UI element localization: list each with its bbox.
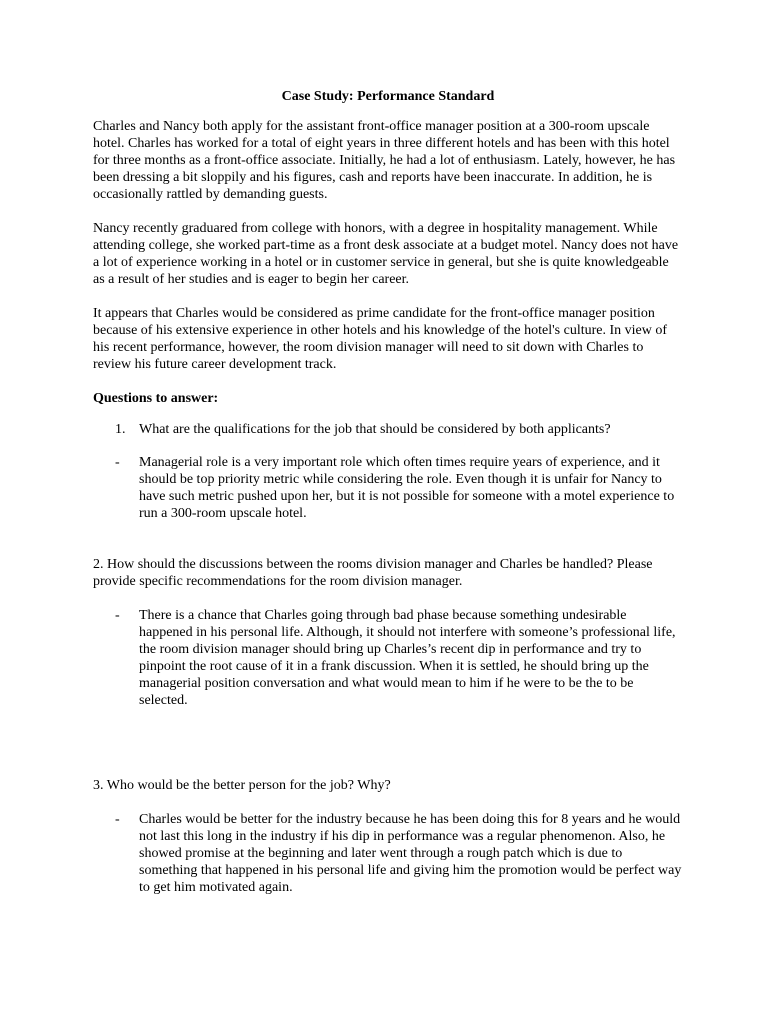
paragraph-charles-nancy: Charles and Nancy both apply for the assistant front-office manager position at a 300-room upscale hotel. Charles has worked for a total of eight years in three different hotels and has been with this hotel for three months as a front-office associate. Initially, he had a lot of enthusiasm. Lately, however, he has been dressing a bit sloppily and his figures, cash and reports have been inaccurate. In addition, he is occasionally rattled by demanding guests. xyxy=(93,119,676,202)
answer-3-marker: - xyxy=(115,812,120,827)
spacer xyxy=(93,539,683,556)
answer-2 xyxy=(93,607,683,709)
answer-2-marker: - xyxy=(115,608,120,623)
spacer xyxy=(93,726,683,777)
answer-1 xyxy=(93,454,683,522)
answer-1-marker: - xyxy=(115,455,120,470)
document-page xyxy=(93,88,683,913)
question-3: 3. Who would be the better person for the job? Why? xyxy=(93,778,391,793)
answer-1-text: Managerial role is a very important role which often times require years of experience, and it should be top priority metric while considering the role. Even though it is unfair for Nancy to have such metric pushed upon her, but it is not possible for someone with a motel experience to run a 300-room upscale hotel. xyxy=(139,455,675,521)
question-1-number: 1. xyxy=(115,422,126,437)
answer-2-text: There is a chance that Charles going through bad phase because something undesirable happened in his personal life. Although, it should not interfere with someone’s professional life, the room division manager should bring up Charles’s recent dip in performance and try to pinpoint the root cause of it in a frank discussion. When it is settled, he should bring up the managerial position conversation and what would mean to him if he were to be the to be selected. xyxy=(139,608,676,708)
question-1 xyxy=(93,421,683,438)
questions-heading: Questions to answer: xyxy=(93,391,219,406)
answer-3 xyxy=(93,811,683,896)
question-2: 2. How should the discussions between the rooms division manager and Charles be handled? Please provide specific recommendations for the room division manager. xyxy=(93,557,653,589)
document-title: Case Study: Performance Standard xyxy=(281,89,495,104)
answer-3-text: Charles would be better for the industry because he has been doing this for 8 years and he would not last this long in the industry if his dip in performance was a regular phenomenon. Also, he showed promise at the beginning and later went through a rough patch which is due to something that happened in his personal life and giving him the promotion would be perfect way to get him motivated again. xyxy=(139,812,682,895)
paragraph-charles-candidate: It appears that Charles would be considered as prime candidate for the front-office manager position because of his extensive experience in other hotels and his knowledge of the hotel's culture. In view of his recent performance, however, the room division manager will need to sit down with Charles to review his future career development track. xyxy=(93,306,668,372)
question-1-text: What are the qualifications for the job that should be considered by both applicants? xyxy=(139,422,611,437)
paragraph-nancy: Nancy recently graduared from college with honors, with a degree in hospitality management. While attending college, she worked part-time as a front desk associate at a budget motel. Nancy does not have a lot of experience working in a hotel or in customer service in general, but she is quite knowledgeable as a result of her studies and is eager to begin her career. xyxy=(93,221,679,287)
